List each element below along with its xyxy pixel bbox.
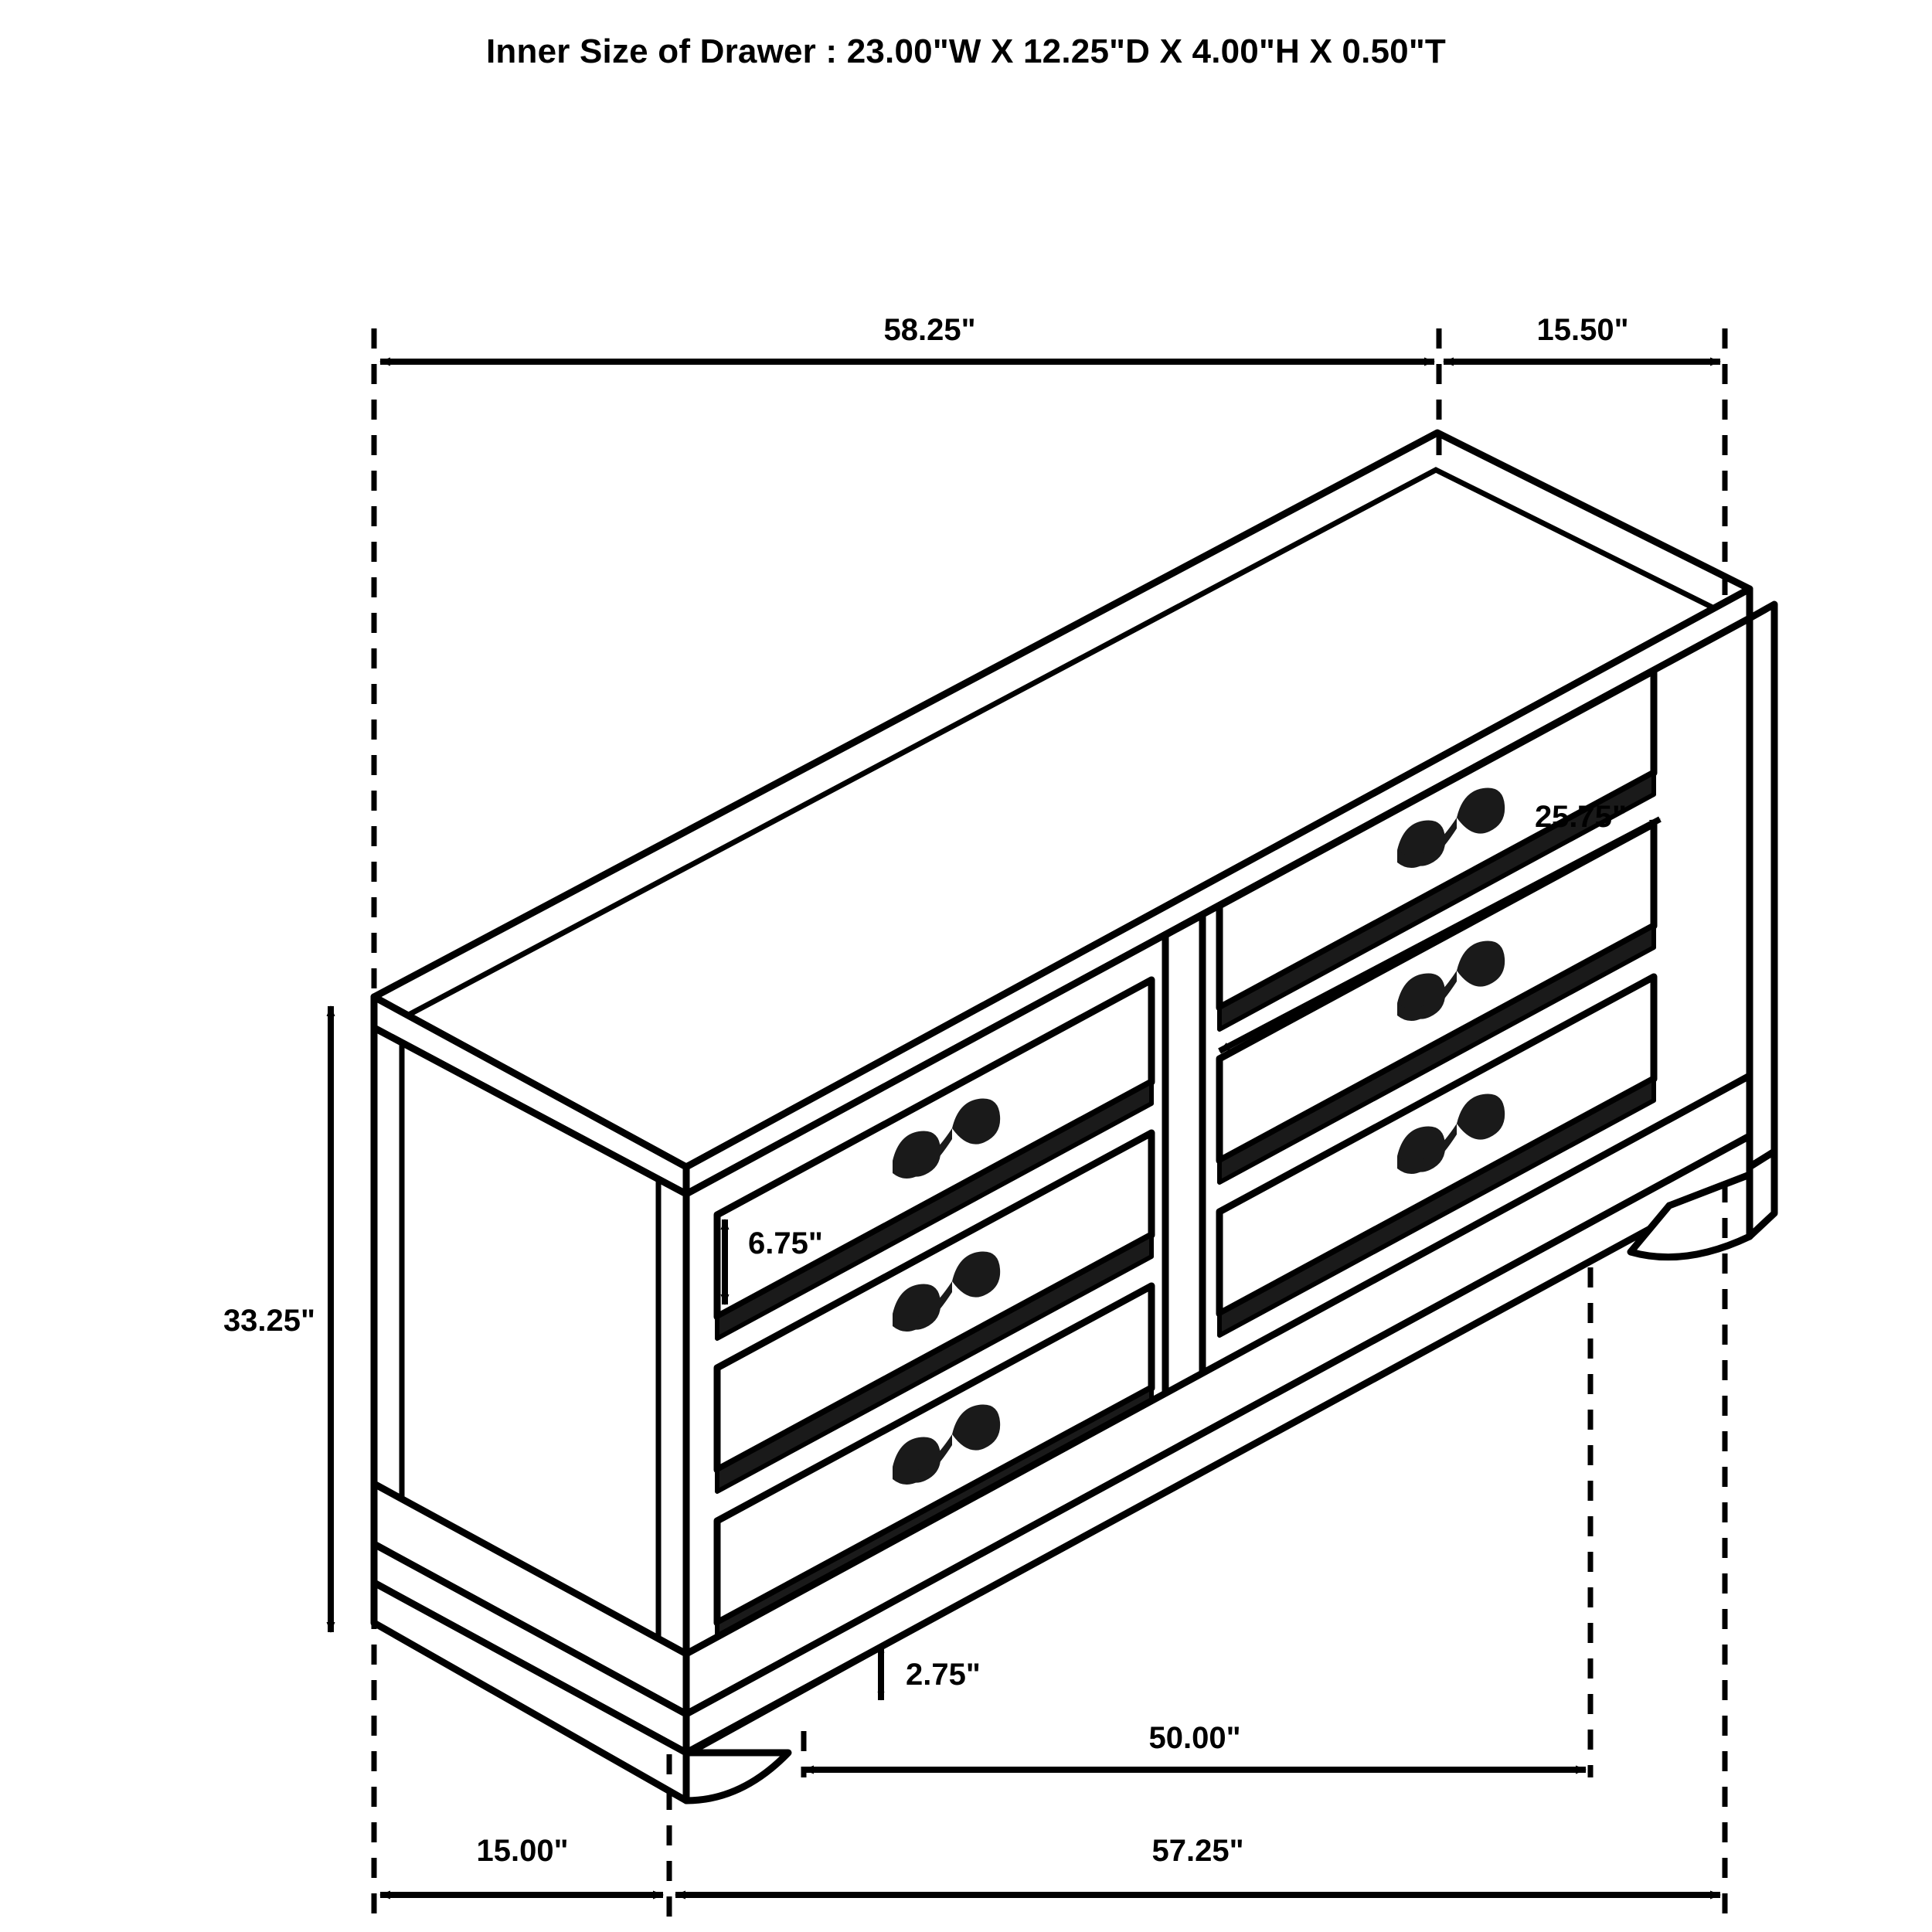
dim-base-clearance	[881, 1645, 981, 1700]
dim-bottom-inner-span	[804, 1721, 1586, 1777]
dim-bottom-left-span	[380, 1834, 663, 1895]
dim-top-right-span	[1444, 313, 1720, 362]
dim-top-right-span-label: 15.50"	[1536, 313, 1629, 347]
dresser-center-stile	[1165, 915, 1202, 1436]
dresser-right-side-panel	[1750, 604, 1774, 1167]
dim-diagonal-depth-label: 25.75"	[1534, 800, 1627, 834]
dim-base-clearance-label: 2.75"	[906, 1658, 981, 1692]
dim-top-left-span-label: 58.25"	[883, 313, 976, 347]
dresser-illustration	[374, 433, 1774, 1801]
dim-overall-height	[223, 1006, 331, 1632]
dim-bottom-inner-span-label: 50.00"	[1148, 1721, 1241, 1755]
dim-bottom-right-span	[675, 1834, 1720, 1895]
dim-bottom-right-span-label: 57.25"	[1151, 1834, 1244, 1868]
dim-bottom-left-span-label: 15.00"	[476, 1834, 569, 1868]
page-title: Inner Size of Drawer : 23.00"W X 12.25"D X 4.00"H X 0.50"T	[486, 32, 1446, 70]
dim-top-left-span	[380, 313, 1434, 362]
dim-overall-height-label: 33.25"	[223, 1304, 315, 1338]
dim-drawer-front-height-label: 6.75"	[748, 1226, 823, 1260]
